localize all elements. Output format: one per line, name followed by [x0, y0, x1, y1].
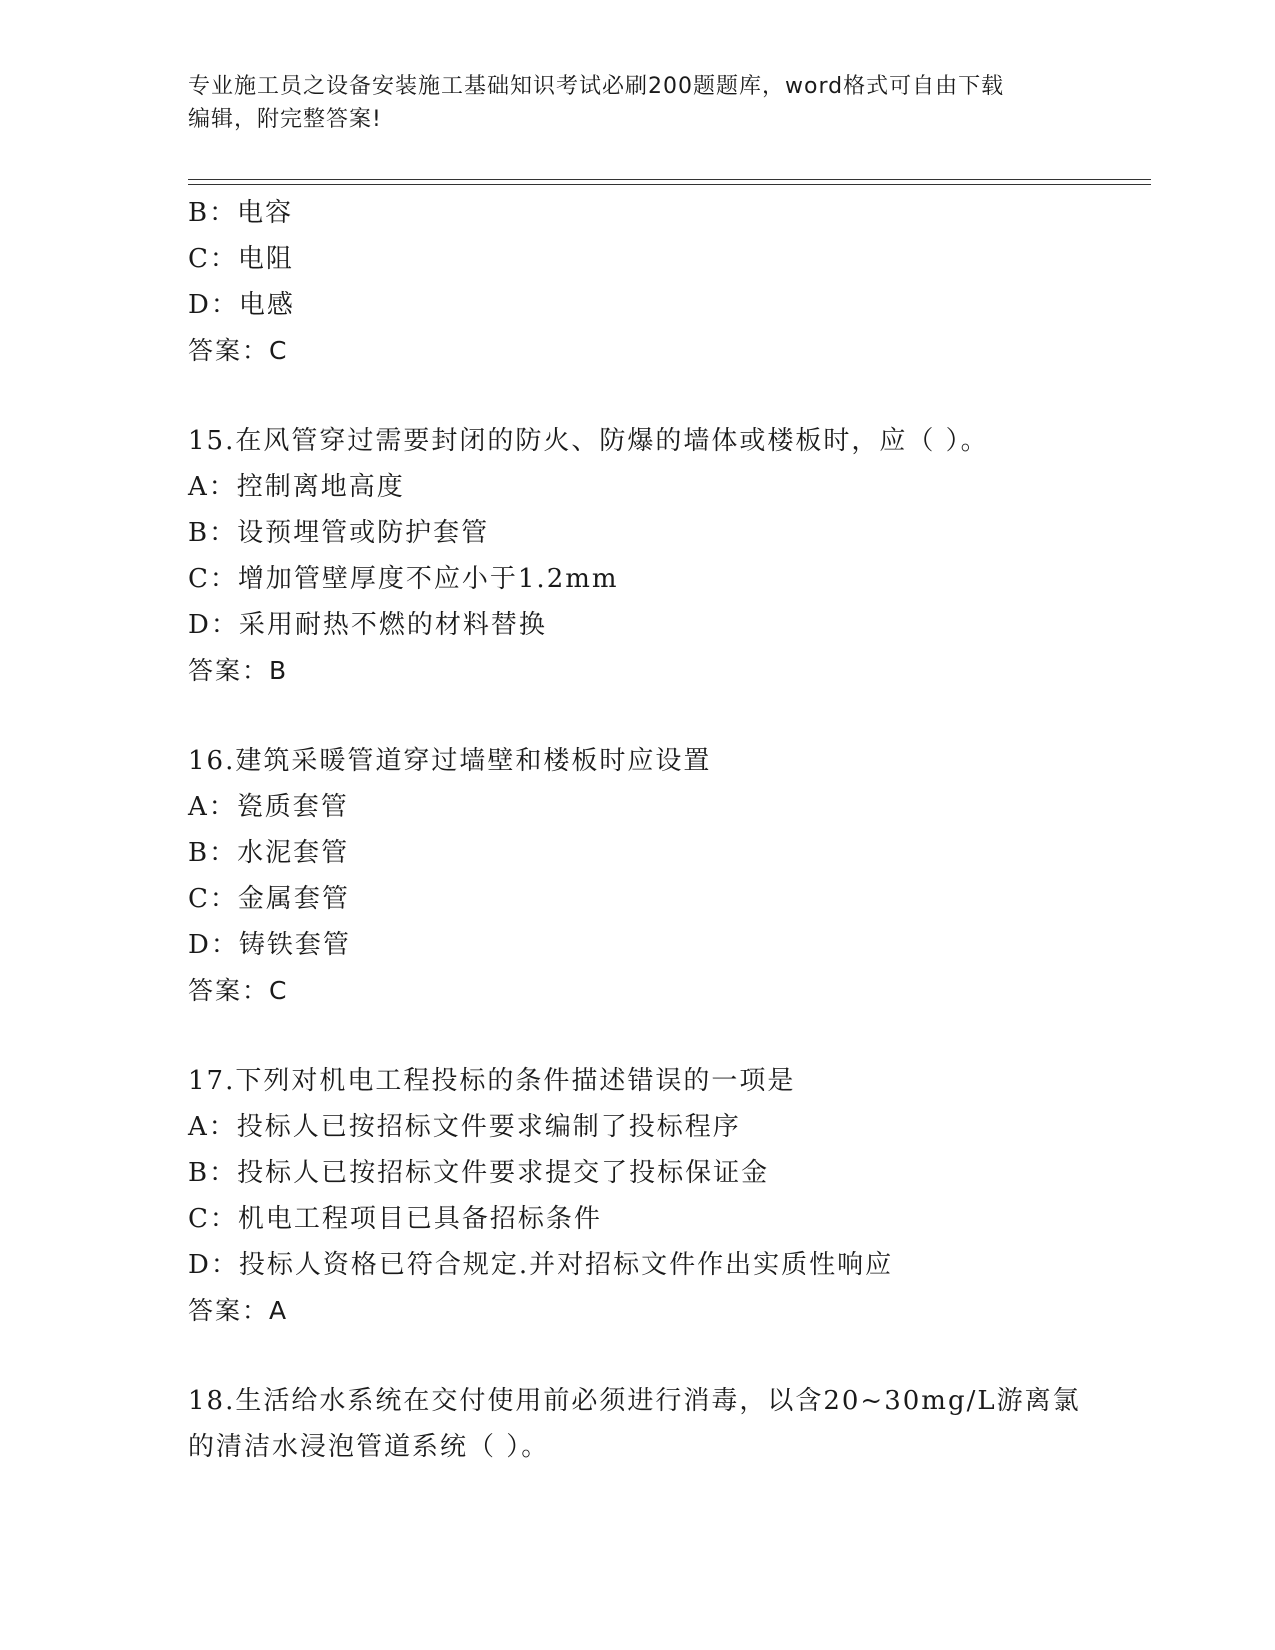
- question-stem: 17.下列对机电工程投标的条件描述错误的一项是: [188, 1066, 796, 1096]
- header-line-1: 专业施工员之设备安装施工基础知识考试必刷200题题库，word格式可自由下载: [188, 74, 1005, 99]
- answer: 答案：C: [188, 336, 289, 365]
- option-b: B：投标人已按招标文件要求提交了投标保证金: [188, 1158, 770, 1188]
- option-d: D：投标人资格已符合规定.并对招标文件作出实质性响应: [188, 1250, 894, 1280]
- question-stem-line-1: 18.生活给水系统在交付使用前必须进行消毒，以含20~30mg/L游离氯: [188, 1386, 1081, 1416]
- option-a: A：控制离地高度: [188, 472, 405, 502]
- header-divider-bottom: [188, 184, 1151, 185]
- document-header: [188, 70, 1088, 136]
- option-c: C：机电工程项目已具备招标条件: [188, 1204, 602, 1234]
- question-16: [188, 738, 1088, 1014]
- question-stem: 16.建筑采暖管道穿过墙壁和楼板时应设置: [188, 746, 712, 776]
- answer: 答案：C: [188, 976, 289, 1005]
- answer: 答案：B: [188, 656, 289, 685]
- header-divider-top: [188, 179, 1151, 180]
- question-14-tail: [188, 190, 1088, 374]
- question-stem: 15.在风管穿过需要封闭的防火、防爆的墙体或楼板时，应（ ）。: [188, 426, 989, 456]
- option-a: A：投标人已按招标文件要求编制了投标程序: [188, 1112, 741, 1142]
- header-line-2: 编辑，附完整答案!: [188, 107, 382, 132]
- question-15: [188, 418, 1088, 694]
- option-b: B：水泥套管: [188, 838, 350, 868]
- option-a: A：瓷质套管: [188, 792, 349, 822]
- answer: 答案：A: [188, 1296, 289, 1325]
- option-c: C：金属套管: [188, 884, 350, 914]
- option-c: C：电阻: [188, 244, 294, 274]
- question-list: [188, 190, 1088, 1470]
- option-d: D：电感: [188, 290, 295, 320]
- question-17: [188, 1058, 1088, 1334]
- option-b: B：设预埋管或防护套管: [188, 518, 490, 548]
- option-d: D：铸铁套管: [188, 930, 351, 960]
- option-c: C：增加管壁厚度不应小于1.2mm: [188, 564, 619, 594]
- option-b: B：电容: [188, 198, 294, 228]
- question-stem-line-2: 的清洁水浸泡管道系统（ ）。: [188, 1432, 550, 1462]
- question-18: [188, 1378, 1088, 1470]
- option-d: D：采用耐热不燃的材料替换: [188, 610, 547, 640]
